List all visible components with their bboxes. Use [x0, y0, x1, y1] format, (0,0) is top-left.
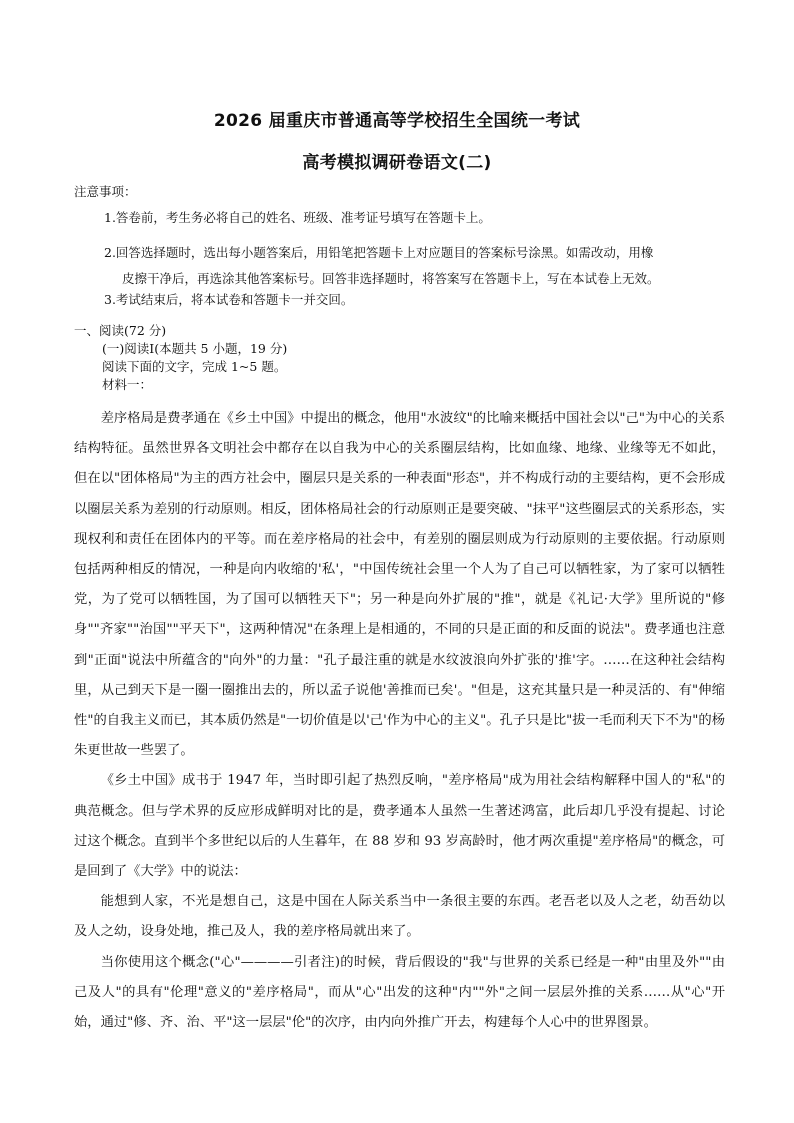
exam-title: 2026 届重庆市普通高等学校招生全国统一考试 [213, 111, 581, 131]
notice-item-2-line2: 皮擦干净后，再选涂其他答案标号。回答非选择题时，将答案写在答题卡上，写在本试卷上无效。 [122, 271, 660, 286]
sub-title: (一)阅读Ⅰ(本题共 5 小题，19 分) [102, 341, 288, 356]
notice-item-1: 1.答卷前，考生务必将自己的姓名、班级、准考证号填写在答题卡上。 [104, 210, 491, 225]
instruction: 阅读下面的文字，完成 1~5 题。 [102, 359, 287, 374]
part-title: 一、阅读(72 分) [74, 323, 167, 338]
notice-item-2 [104, 240, 734, 292]
exam-subtitle: 高考模拟调研卷语文(二) [302, 153, 492, 173]
passage-quote-2: 当你使用这个概念("心"————引者注)的时候，背后假设的"我"与世界的关系已经是一种"由里及外""由己及人"的具有"伦理"意义的"差序格局"，而从"心"出发的这种"内""外"之间一层层外推的关系……从"心"开始，通过"修、齐、治、平"这一层层"伦"的次序，由内向外推广开去，构建每个人心中的世界图景。 [74, 954, 725, 1031]
material-label: 材料一： [102, 377, 153, 392]
notice-heading: 注意事项： [74, 184, 137, 199]
section-header [74, 322, 734, 394]
passage-paragraph-2: 《乡土中国》成书于 1947 年，当时即引起了热烈反响，"差序格局"成为用社会结构解释中国人的"私"的典范概念。但与学术界的反应形成鲜明对比的是，费孝通本人虽然一生著述鸿富，此后却几乎没有提起、讨论过这个概念。直到半个多世纪以后的人生暮年，在 88 岁和 93 岁高龄时，他才两次重提"差序格局"的概念，可是回到了《大学》中的说法： [74, 773, 725, 880]
reading-passage [74, 404, 725, 1038]
notice-block [74, 182, 734, 322]
passage-paragraph-1: 差序格局是费孝通在《乡土中国》中提出的概念，他用"水波纹"的比喻来概括中国社会以"己"为中心的关系结构特征。虽然世界各文明社会中都存在以自我为中心的关系圈层结构，比如血缘、地缘、业缘等无不如此，但在以"团体格局"为主的西方社会中，圈层只是关系的一种表面"形态"，并不构成行动的主要结构，更不会形成以圈层关系为差别的行动原则。相反，团体格局社会的行动原则正是要突破、"抹平"这些圈层式的关系形态，实现权利和责任在团体内的平等。而在差序格局的社会中，有差别的圈层则成为行动原则的主要依据。行动原则包括两种相反的情况，一种是向内收缩的'私'，"中国传统社会里一个人为了自己可以牺牲家，为了家可以牺牲党，为了党可以牺牲国，为了国可以牺牲天下"；另一种是向外扩展的"推"，就是《礼记·大学》里所说的"修身""齐家""治国""平天下"，这两种情况"在条理上是相通的，不同的只是正面的和反面的说法"。费孝通也注意到"正面"说法中所蕴含的"向外"的力量："孔子最注重的就是水纹波浪向外扩张的'推'字。……在这种社会结构里，从己到天下是一圈一圈推出去的，所以孟子说他'善推而已矣'。"但是，这充其量只是一种灵活的、有"伸缩性"的自我主义而已，其本质仍然是"一切价值是以'己'作为中心的主义"。孔子只是比"拔一毛而利天下不为"的杨朱更世故一些罢了。 [74, 411, 725, 759]
notice-item-2-line1: 2.回答选择题时，选出每小题答案后，用铅笔把答题卡上对应题目的答案标号涂黑。如需改动，用橡 [104, 245, 654, 260]
notice-item-3: 3.考试结束后，将本试卷和答题卡一并交回。 [104, 292, 354, 307]
passage-quote-1: 能想到人家，不光是想自己，这是中国在人际关系当中一条很主要的东西。老吾老以及人之老，幼吾幼以及人之幼，设身处地，推己及人，我的差序格局就出来了。 [74, 894, 725, 940]
